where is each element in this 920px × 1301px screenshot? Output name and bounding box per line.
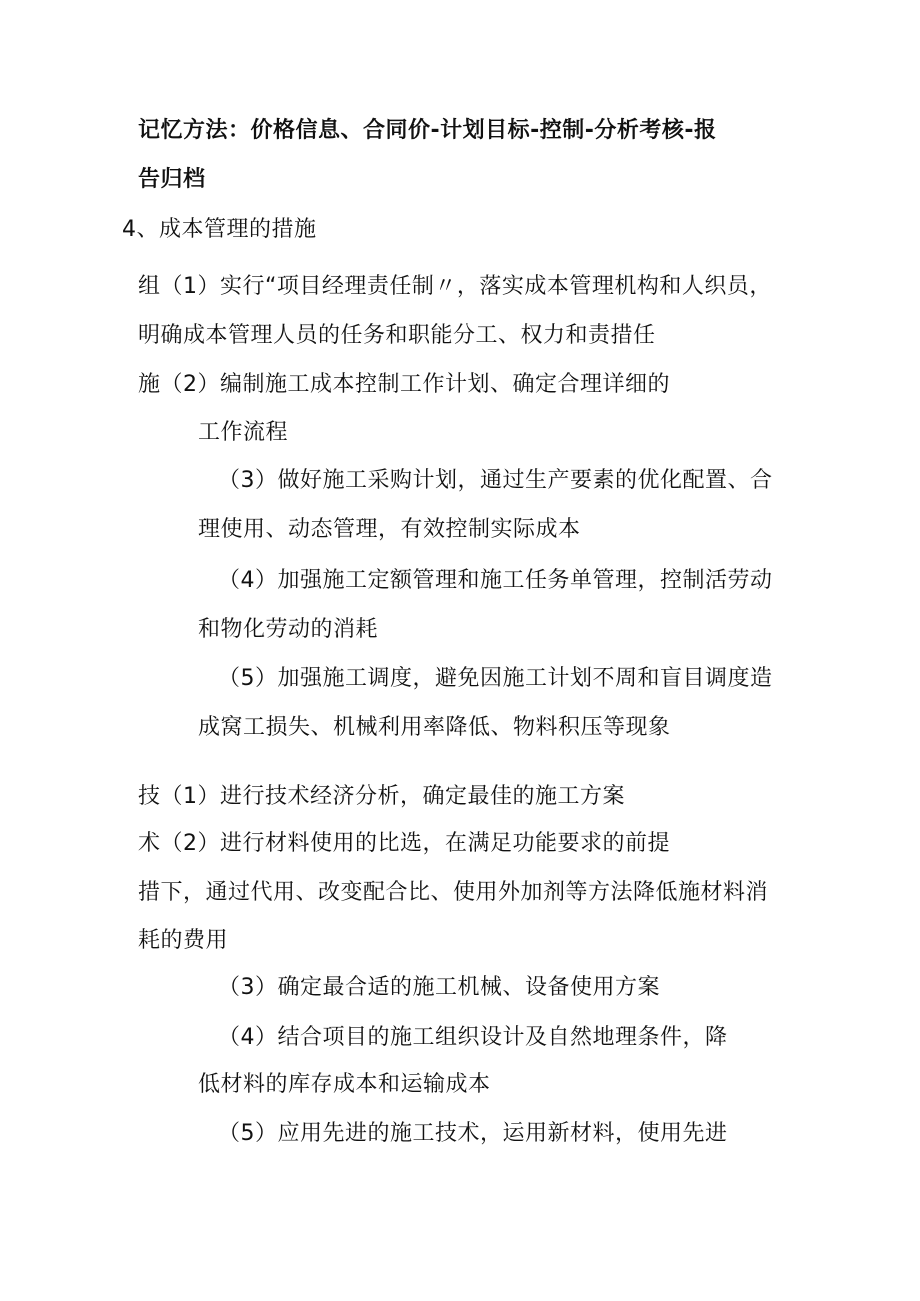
org-measures-line: 施（2）编制施工成本控制工作计划、确定合理详细的 — [138, 372, 670, 397]
section-heading: 4、成本管理的措施 — [122, 217, 317, 242]
org-measures-line: （4）加强施工定额管理和施工任务单管理，控制活劳动 — [218, 568, 773, 593]
tech-measures-line: （5）应用先进的施工技术，运用新材料，使用先进 — [218, 1121, 728, 1146]
org-measures-line: 工作流程 — [198, 420, 289, 445]
org-measures-line: 理使用、动态管理，有效控制实际成本 — [198, 517, 581, 542]
tech-measures-line: （3）确定最合适的施工机械、设备使用方案 — [218, 975, 660, 1000]
tech-measures-line: 措下，通过代用、改变配合比、使用外加剂等方法降低施材料消 — [138, 880, 769, 905]
org-measures-line: 成窝工损失、机械利用率降低、物料积压等现象 — [198, 715, 671, 740]
memory-method-line-1: 记忆方法：价格信息、合同价-计划目标-控制-分析考核-报 — [138, 118, 717, 143]
org-measures-line: （5）加强施工调度，避免因施工计划不周和盲目调度造 — [218, 666, 773, 691]
org-measures-line: （3）做好施工采购计划，通过生产要素的优化配置、合 — [218, 468, 773, 493]
tech-measures-line: 技（1）进行技术经济分析，确定最佳的施工方案 — [138, 784, 625, 809]
memory-method-line-2: 告归档 — [138, 167, 206, 192]
tech-measures-line: 低材料的库存成本和运输成本 — [198, 1072, 491, 1097]
org-measures-line: 和物化劳动的消耗 — [198, 617, 379, 642]
tech-measures-line: （4）结合项目的施工组织设计及自然地理条件，降 — [218, 1025, 728, 1050]
org-measures-line: 组（1）实行“项目经理责任制〃，落实成本管理机构和人织员， — [138, 274, 772, 299]
tech-measures-line: 术（2）进行材料使用的比选，在满足功能要求的前提 — [138, 831, 670, 856]
org-measures-line: 明确成本管理人员的任务和职能分工、权力和责措任 — [138, 323, 656, 348]
tech-measures-line: 耗的费用 — [138, 928, 229, 953]
